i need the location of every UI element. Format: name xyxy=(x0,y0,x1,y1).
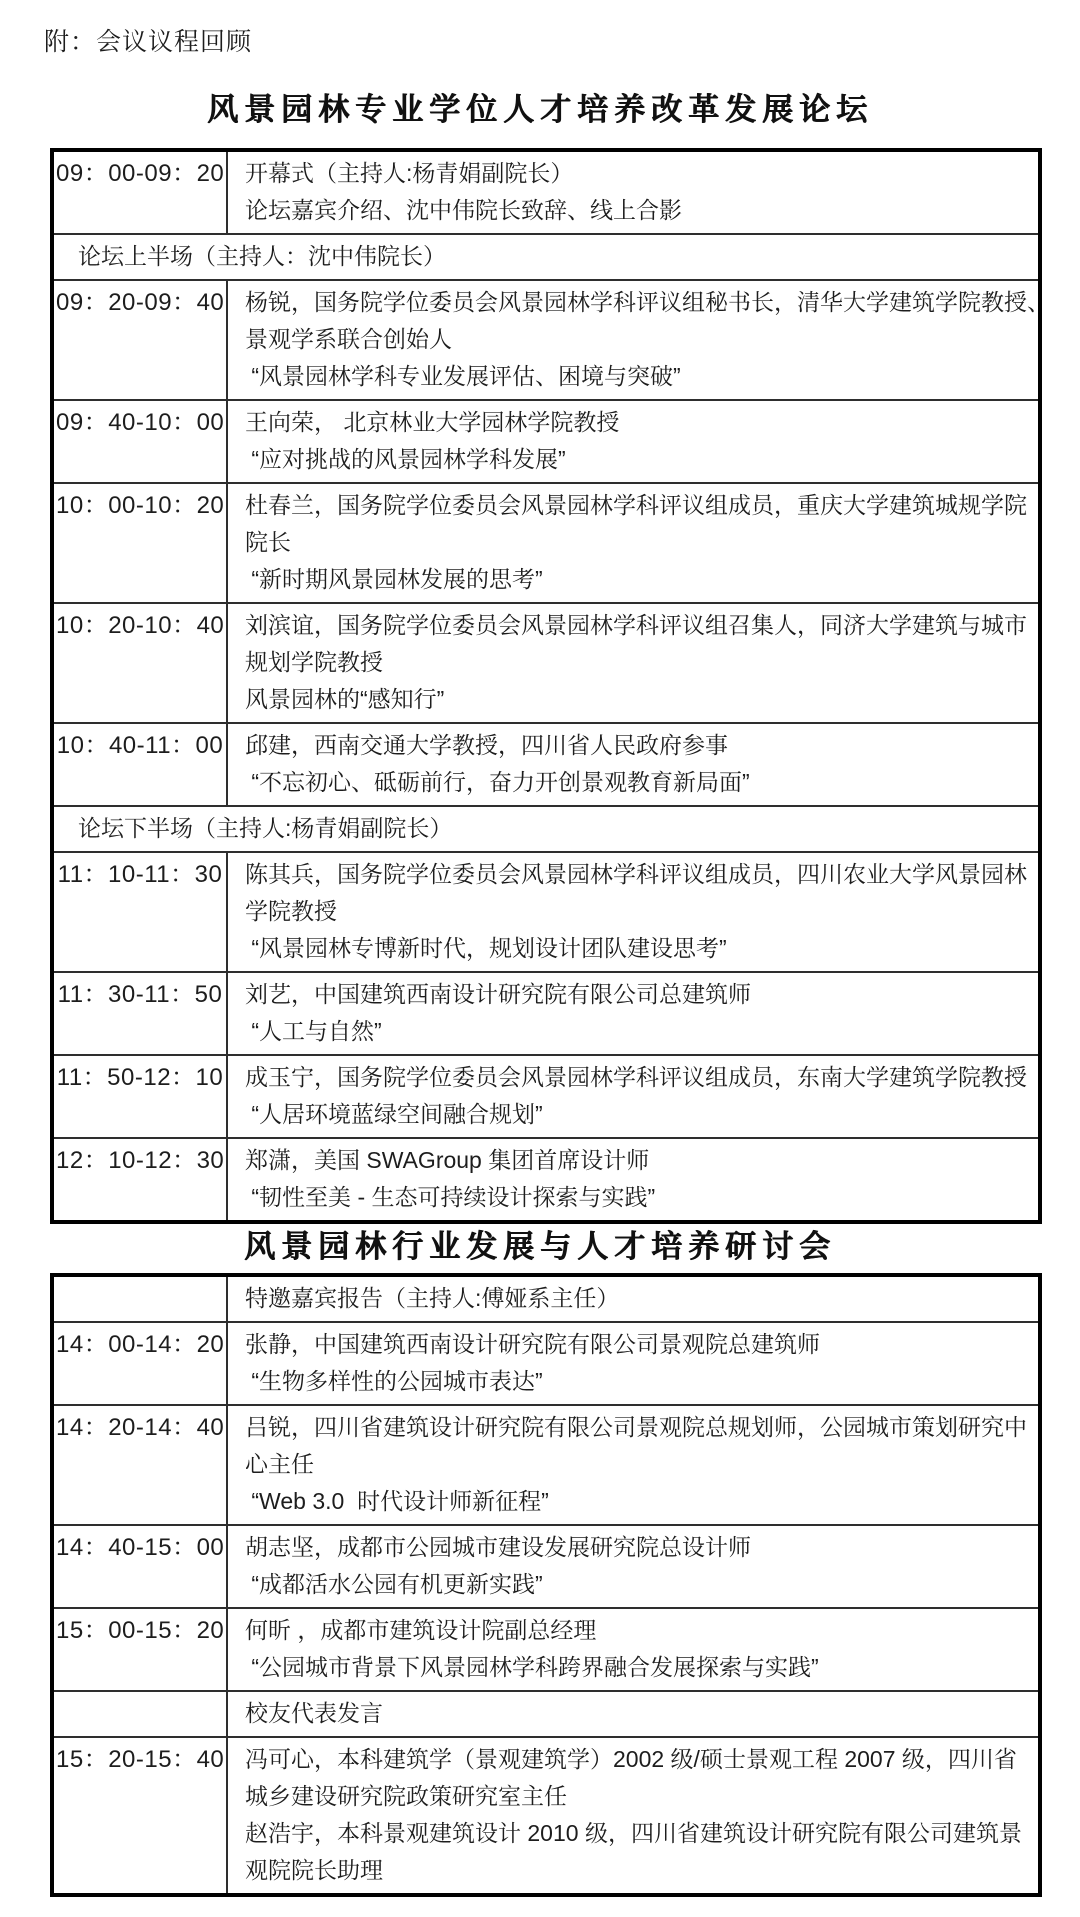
session-cell xyxy=(227,280,1050,400)
time-cell xyxy=(52,1691,227,1737)
session-line: “公园城市背景下风景园林学科跨界融合发展探索与实践” xyxy=(245,1654,819,1680)
agenda-row xyxy=(52,1275,1040,1322)
agenda-row xyxy=(52,1055,1040,1138)
session-line: 成玉宁，国务院学位委员会风景园林学科评议组成员，东南大学建筑学院教授 xyxy=(245,1064,1027,1090)
time-cell xyxy=(52,1737,227,1895)
session-cell xyxy=(227,852,1040,972)
time-cell xyxy=(52,1322,227,1405)
session-line: 张静，中国建筑西南设计研究院有限公司景观院总建筑师 xyxy=(245,1331,820,1357)
session-line: 赵浩宇，本科景观建筑设计 2010 级，四川省建筑设计研究院有限公司建筑景 xyxy=(245,1820,1022,1846)
session-line: 吕锐，四川省建筑设计研究院有限公司景观院总规划师，公园城市策划研究中 xyxy=(245,1414,1027,1440)
time-slot-text: 09：40-10：00 xyxy=(56,409,225,436)
session-cell xyxy=(227,972,1040,1055)
session-line: “新时期风景园林发展的思考” xyxy=(245,566,543,592)
session-line: 胡志坚，成都市公园城市建设发展研究院总设计师 xyxy=(245,1534,751,1560)
session-line: 刘滨谊，国务院学位委员会风景园林学科评议组召集人，同济大学建筑与城市 xyxy=(245,612,1027,638)
forum1-table-body xyxy=(52,150,1050,1222)
session-cell xyxy=(227,1737,1040,1895)
session-cell xyxy=(227,1525,1040,1608)
session-line: “韧性至美 - 生态可持续设计探索与实践” xyxy=(245,1184,656,1210)
time-cell xyxy=(52,1608,227,1691)
session-cell xyxy=(227,603,1040,723)
time-slot-text: 11：50-12：10 xyxy=(56,1064,224,1091)
forum2-agenda-table xyxy=(50,1273,1042,1897)
time-slot-text: 11：10-11：30 xyxy=(57,861,223,888)
time-cell xyxy=(52,483,227,603)
agenda-row xyxy=(52,1525,1040,1608)
session-line: “不忘初心、砥砺前行，奋力开创景观教育新局面” xyxy=(245,769,750,795)
session-line: 邱建，西南交通大学教授，四川省人民政府参事 xyxy=(245,732,728,758)
session-cell xyxy=(227,1275,1040,1322)
session-line: 院长 xyxy=(245,529,291,555)
section-row xyxy=(52,234,1040,280)
time-slot-text: 10：00-10：20 xyxy=(56,492,225,519)
session-cell xyxy=(227,150,1040,234)
agenda-row xyxy=(52,723,1040,806)
session-line: 心主任 xyxy=(245,1451,314,1477)
section-row xyxy=(52,806,1040,852)
time-slot-text: 12：10-12：30 xyxy=(56,1147,225,1174)
session-line: 论坛嘉宾介绍、沈中伟院长致辞、线上合影 xyxy=(245,197,682,223)
forum2-title: 风景园林行业发展与人才培养研讨会 xyxy=(244,1229,836,1264)
session-line: 何昕 ，成都市建筑设计院副总经理 xyxy=(245,1617,597,1643)
time-slot-text: 11：30-11：50 xyxy=(57,981,223,1008)
time-cell xyxy=(52,972,227,1055)
session-line: 王向荣， 北京林业大学园林学院教授 xyxy=(245,409,620,435)
agenda-row xyxy=(52,400,1040,483)
session-line: “Web 3.0 时代设计师新征程” xyxy=(245,1488,549,1514)
forum1-agenda-table xyxy=(50,148,1050,1224)
session-line: “人工与自然” xyxy=(245,1018,382,1044)
time-slot-text: 09：00-09：20 xyxy=(56,160,225,187)
session-line: “应对挑战的风景园林学科发展” xyxy=(245,446,566,472)
session-cell xyxy=(227,1322,1040,1405)
session-line: “风景园林学科专业发展评估、困境与突破” xyxy=(245,363,681,389)
time-cell xyxy=(52,603,227,723)
time-cell xyxy=(52,1525,227,1608)
time-cell xyxy=(52,150,227,234)
session-cell xyxy=(227,1138,1040,1222)
session-cell xyxy=(227,483,1040,603)
agenda-row xyxy=(52,1138,1040,1222)
time-slot-text: 10：20-10：40 xyxy=(56,612,225,639)
agenda-row xyxy=(52,1405,1040,1525)
session-line: 特邀嘉宾报告（主持人:傅娅系主任） xyxy=(245,1285,620,1311)
time-slot-text: 09：20-09：40 xyxy=(56,289,225,316)
time-slot-text: 10：40-11：00 xyxy=(56,732,224,759)
time-slot-text: 14：40-15：00 xyxy=(56,1534,225,1561)
time-cell xyxy=(52,280,227,400)
time-cell xyxy=(52,852,227,972)
session-line: 景观学系联合创始人 xyxy=(245,326,452,352)
time-cell xyxy=(52,1405,227,1525)
section-header-cell xyxy=(52,234,1040,280)
agenda-row xyxy=(52,1322,1040,1405)
time-cell xyxy=(52,1275,227,1322)
session-cell xyxy=(227,1608,1040,1691)
session-line: 城乡建设研究院政策研究室主任 xyxy=(245,1783,567,1809)
time-cell xyxy=(52,1138,227,1222)
time-slot-text: 15：00-15：20 xyxy=(56,1617,225,1644)
session-line: 风景园林的“感知行” xyxy=(245,686,445,712)
time-cell xyxy=(52,723,227,806)
forum2-table-body xyxy=(52,1275,1040,1895)
session-cell xyxy=(227,400,1040,483)
time-slot-text: 14：20-14：40 xyxy=(56,1414,225,1441)
session-line: 杜春兰，国务院学位委员会风景园林学科评议组成员，重庆大学建筑城规学院 xyxy=(245,492,1027,518)
section-header-cell xyxy=(52,806,1040,852)
time-slot-text: 15：20-15：40 xyxy=(56,1746,225,1773)
time-cell xyxy=(52,400,227,483)
agenda-row xyxy=(52,1737,1040,1895)
session-line: 陈其兵，国务院学位委员会风景园林学科评议组成员，四川农业大学风景园林 xyxy=(245,861,1027,887)
session-cell xyxy=(227,1405,1040,1525)
session-line: 杨锐，国务院学位委员会风景园林学科评议组秘书长，清华大学建筑学院教授、 xyxy=(245,289,1050,315)
session-line: “生物多样性的公园城市表达” xyxy=(245,1368,543,1394)
attachment-label: 附：会议议程回顾 xyxy=(44,28,253,56)
session-line: “成都活水公园有机更新实践” xyxy=(245,1571,543,1597)
session-line: “风景园林专博新时代，规划设计团队建设思考” xyxy=(245,935,727,961)
forum1-title: 风景园林专业学位人才培养改革发展论坛 xyxy=(207,92,873,127)
time-slot-text: 14：00-14：20 xyxy=(56,1331,225,1358)
agenda-row xyxy=(52,852,1040,972)
agenda-row xyxy=(52,150,1040,234)
session-line: 规划学院教授 xyxy=(245,649,383,675)
session-cell xyxy=(227,723,1040,806)
session-line: 学院教授 xyxy=(245,898,337,924)
agenda-row xyxy=(52,972,1040,1055)
session-line: “人居环境蓝绿空间融合规划” xyxy=(245,1101,543,1127)
agenda-row xyxy=(52,1691,1040,1737)
session-cell xyxy=(227,1691,1040,1737)
session-line: 观院院长助理 xyxy=(245,1857,383,1883)
time-cell xyxy=(52,1055,227,1138)
session-line: 郑潇，美国 SWAGroup 集团首席设计师 xyxy=(245,1147,650,1173)
session-line: 校友代表发言 xyxy=(245,1700,383,1726)
section-header-text: 论坛下半场（主持人:杨青娟副院长） xyxy=(78,815,453,841)
section-header-text: 论坛上半场（主持人：沈中伟院长） xyxy=(78,243,446,269)
session-cell xyxy=(227,1055,1040,1138)
agenda-row xyxy=(52,1608,1040,1691)
session-line: 刘艺，中国建筑西南设计研究院有限公司总建筑师 xyxy=(245,981,751,1007)
session-line: 开幕式（主持人:杨青娟副院长） xyxy=(245,160,574,186)
agenda-row xyxy=(52,603,1040,723)
session-line: 冯可心，本科建筑学（景观建筑学）2002 级/硕士景观工程 2007 级，四川省 xyxy=(245,1746,1017,1772)
agenda-row xyxy=(52,483,1040,603)
agenda-row xyxy=(52,280,1040,400)
